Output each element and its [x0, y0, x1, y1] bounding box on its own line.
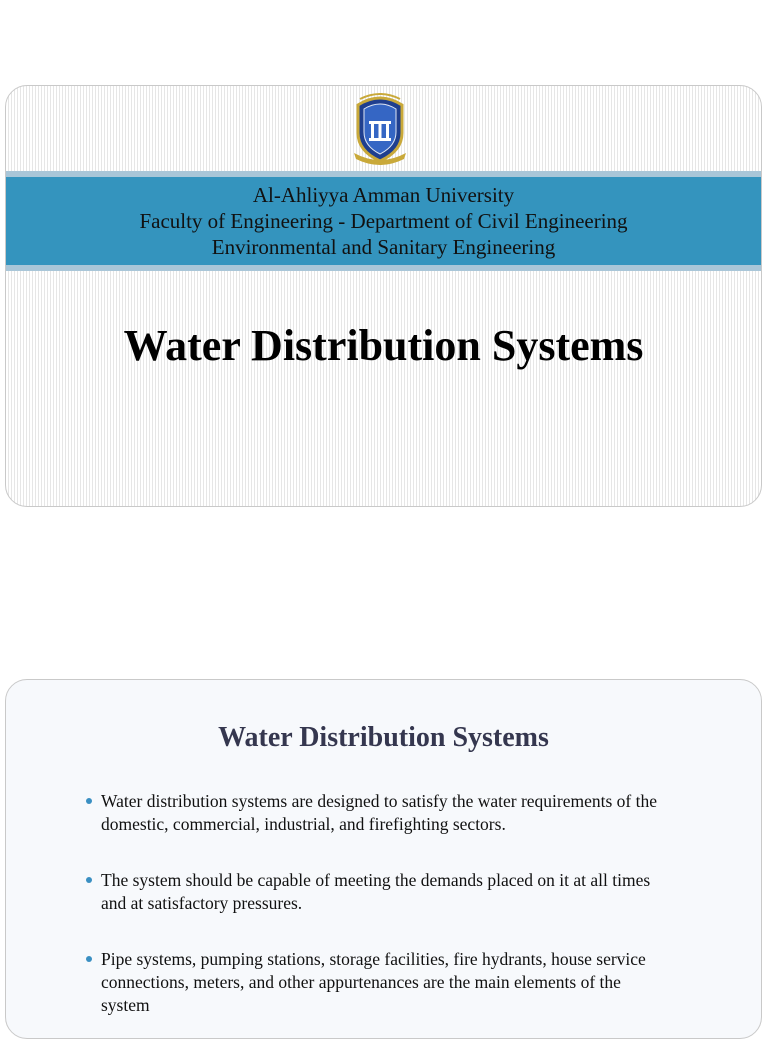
bullet-icon — [86, 956, 92, 962]
course-name: Environmental and Sanitary Engineering — [211, 235, 556, 259]
title-slide — [5, 85, 762, 507]
bullet-icon — [86, 798, 92, 804]
bullet-text: Pipe systems, pumping stations, storage facilities, fire hydrants, house service connections, meters, and other appurtenances are the main elements of the system — [101, 949, 646, 1015]
list-item — [82, 869, 672, 915]
content-slide — [5, 679, 762, 1039]
faculty-department: Faculty of Engineering - Department of Civil Engineering — [139, 209, 628, 233]
bullet-list — [82, 790, 672, 1039]
university-crest-icon — [350, 91, 410, 165]
list-item — [82, 948, 672, 1017]
slide-title: Water Distribution Systems — [123, 321, 644, 370]
list-item — [82, 790, 672, 836]
slide-heading: Water Distribution Systems — [218, 722, 549, 753]
bullet-text: The system should be capable of meeting the demands placed on it at all times and at satisfactory pressures. — [101, 870, 651, 913]
bullet-icon — [86, 877, 92, 883]
university-name: Al-Ahliyya Amman University — [252, 183, 515, 207]
bullet-text: Water distribution systems are designed to satisfy the water requirements of the domestic, commercial, industrial, and firefighting sectors. — [101, 791, 658, 834]
university-header-band — [6, 171, 761, 271]
